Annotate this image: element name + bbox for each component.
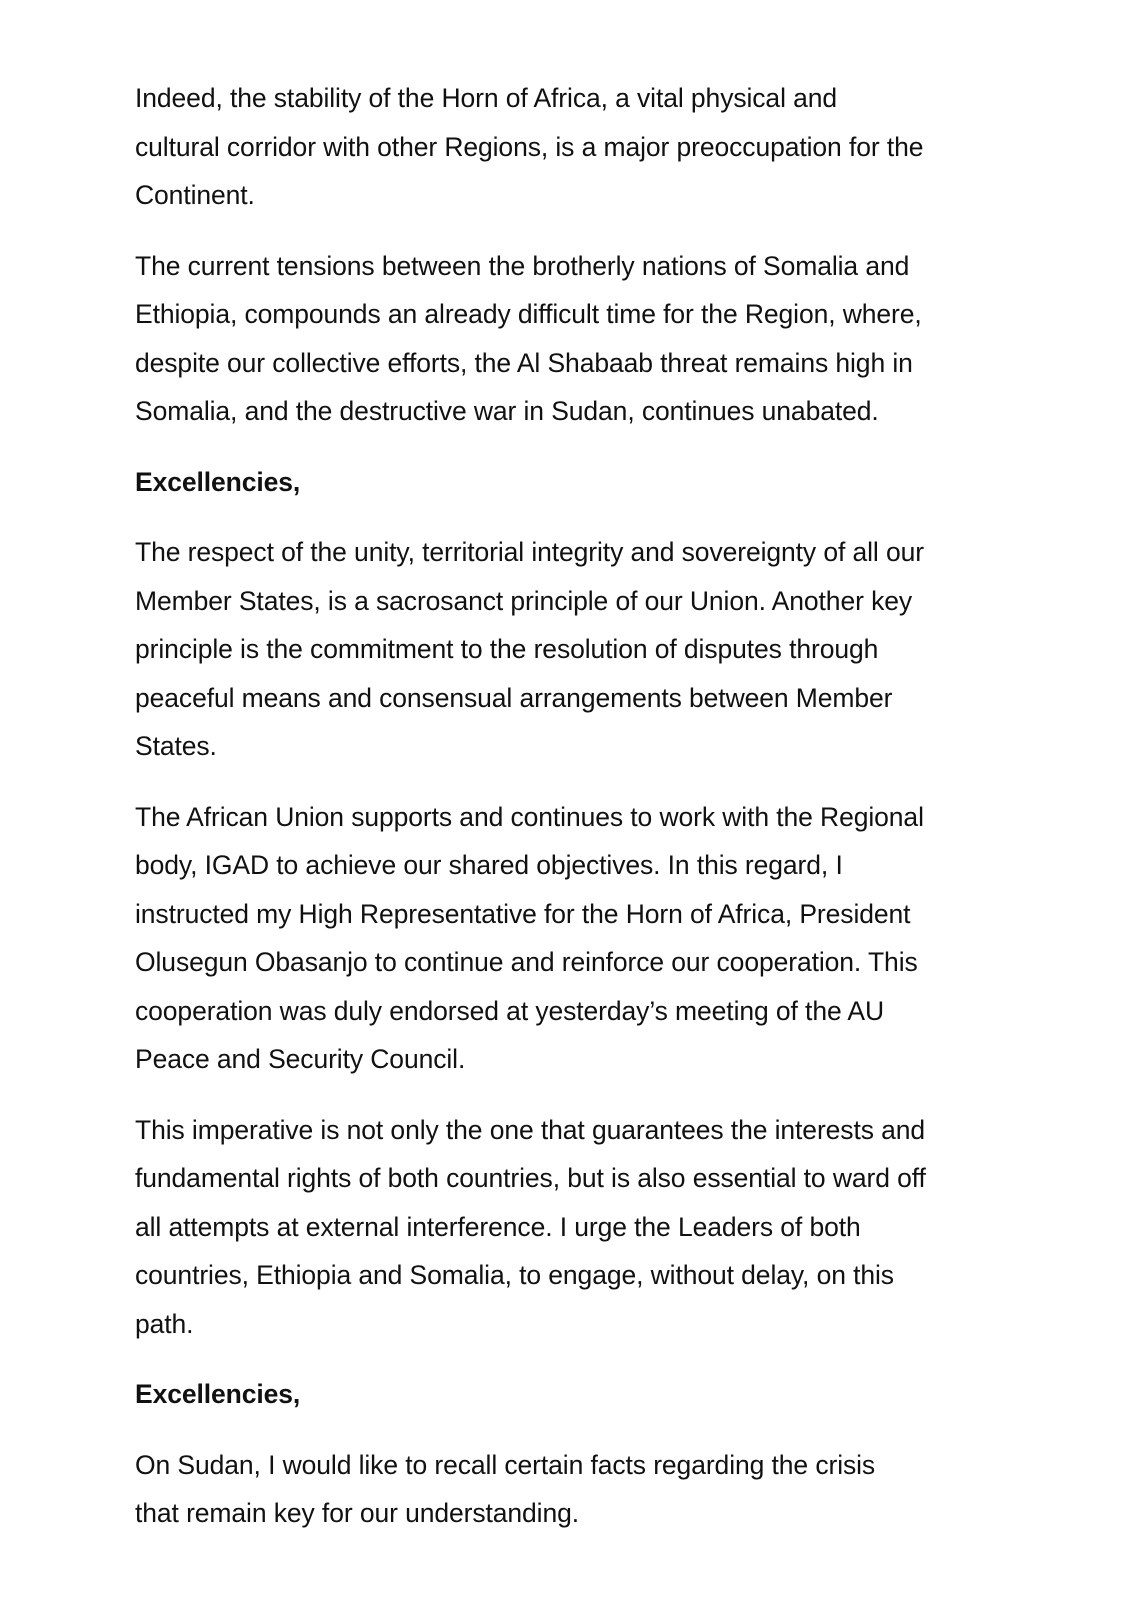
heading-text: Excellencies, — [135, 466, 301, 497]
text-line: Ethiopia, compounds an already difficult time for the Region, where, — [135, 299, 922, 329]
text-line: Somalia, and the destructive war in Sudan, continues unabated. — [135, 396, 879, 426]
text-line: This imperative is not only the one that guarantees the interests and — [135, 1114, 926, 1145]
text-line: cultural corridor with other Regions, is a major preoccupation for the — [135, 131, 924, 162]
text-line: principle is the commitment to the resolution of disputes through — [135, 634, 879, 664]
text-line: The African Union supports and continues to work with the Regional — [135, 801, 924, 832]
text-line: Indeed, the stability of the Horn of Africa, a vital physical and — [135, 83, 838, 113]
text-line: States. — [135, 731, 217, 761]
text-line: The current tensions between the brotherly nations of Somalia and — [135, 250, 910, 281]
text-line: On Sudan, I would like to recall certain facts regarding the crisis — [135, 1449, 876, 1480]
paragraph-horn-stability — [135, 74, 1015, 220]
paragraph-igad-cooperation — [135, 793, 1015, 1084]
paragraph-sudan — [135, 1441, 1015, 1538]
text-line: cooperation was duly endorsed at yesterday’s meeting of the AU — [135, 995, 885, 1026]
text-line: Continent. — [135, 180, 255, 210]
paragraph-current-tensions — [135, 242, 1015, 436]
section-heading — [135, 1370, 1015, 1419]
text-line: Member States, is a sacrosanct principle of our Union. Another key — [135, 585, 913, 616]
paragraph-imperative — [135, 1106, 1015, 1349]
paragraph-sovereignty-principle — [135, 528, 1015, 771]
text-line: body, IGAD to achieve our shared objectives. In this regard, I — [135, 850, 843, 880]
text-line: The respect of the unity, territorial integrity and sovereignty of all our — [135, 537, 924, 567]
text-line: despite our collective efforts, the Al Shabaab threat remains high in — [135, 347, 913, 378]
document-body — [135, 74, 1015, 1560]
text-line: Peace and Security Council. — [135, 1044, 466, 1074]
text-line: all attempts at external interference. I urge the Leaders of both — [135, 1211, 861, 1242]
text-line: countries, Ethiopia and Somalia, to engage, without delay, on this — [135, 1260, 894, 1290]
text-line: peaceful means and consensual arrangements between Member — [135, 682, 893, 713]
section-heading — [135, 458, 1015, 507]
text-line: path. — [135, 1308, 194, 1339]
text-line: that remain key for our understanding. — [135, 1498, 580, 1528]
text-line: fundamental rights of both countries, but is also essential to ward off — [135, 1163, 926, 1193]
text-line: instructed my High Representative for the Horn of Africa, President — [135, 898, 911, 929]
heading-text: Excellencies, — [135, 1379, 301, 1409]
text-line: Olusegun Obasanjo to continue and reinforce our cooperation. This — [135, 947, 918, 977]
